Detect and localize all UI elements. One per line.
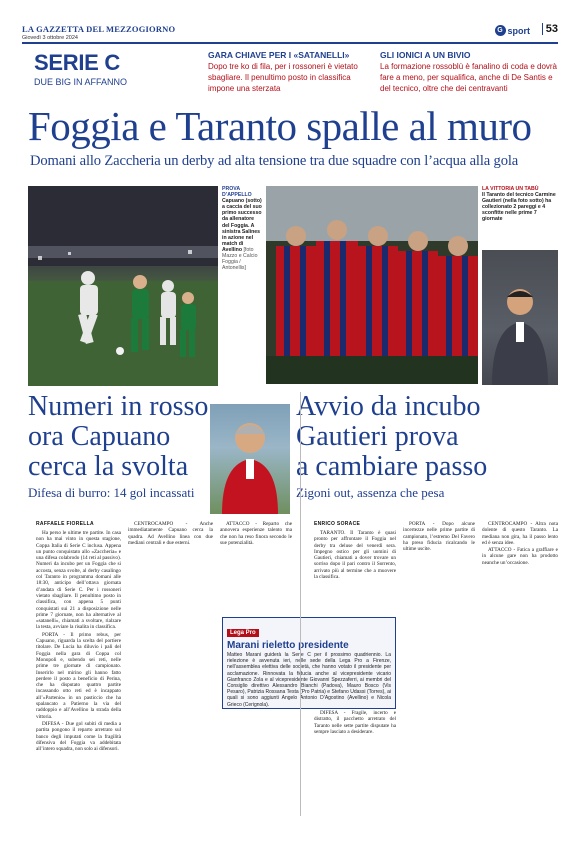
- left-para-3: DIFESA - Due gol subiti di media a partita pongono il reparto arretrato sul banco degli imputati come la fragilità difensiva del Foggia va addebitata all’intero squadra, non solo ai difensori.: [36, 720, 121, 753]
- caption-taranto-text: Il Taranto del tecnico Carmine Gautieri (nella foto sotto) ha collezionato 2 pareggi e 4 sconfitte nelle prime 7 giornate: [482, 192, 556, 223]
- lega-pro-body: Matteo Marani guiderà la Serie C per il prossimo quadriennio. La rielezione è avvenuta ieri, nelle sede della Lega Pro a Firenze, nell’assemblea elettiva delle società, che hanno votato il presidente per acclamazione. Rinnovata la fiducia anche al vicepresidente vicario Gianfranco Zola e al vicepresidente Giovanni Spezzaferri, ai membri del Consiglio direttivo Alessandro Bianchi (Padova), Mauro Bosco (Vis Pesaro), Patrizia Rossana Testa (Pro Patria) e Stefano Udassi (Torres), ai quali si sono aggiunti Angelo Antonio D’Agostino (Avellino) e Nicola Grieco (Cerignola).: [227, 652, 391, 708]
- column-divider: [300, 392, 301, 816]
- right-article-title: [296, 392, 486, 502]
- right-para-4: CENTROCAMPO - Altra nota dolente di questo Taranto. La mediana non gira, ha il passo lento ed è senza idee.: [482, 521, 558, 546]
- main-headline: Foggia e Taranto spalle al muro: [28, 103, 532, 149]
- right-title-line-2: Gautieri prova: [296, 421, 459, 452]
- sport-label: sport: [507, 25, 530, 36]
- paper-name: LA GAZZETTA DEL MEZZOGIORNO: [22, 24, 176, 34]
- masthead-rule: [22, 42, 558, 44]
- left-article-title: [28, 392, 208, 502]
- teaser-taranto: [380, 50, 560, 94]
- left-article-col-3: [220, 521, 292, 613]
- right-article-col-2: [403, 521, 475, 816]
- teaser-taranto-title: GLI IONICI A UN BIVIO: [380, 50, 471, 60]
- coach-gautieri-illustration: [482, 250, 558, 385]
- left-para-5: ATTACCO - Reparto che annovera esperienze talento ma che non ha reso finora secondo le sue potenzialità.: [220, 521, 292, 546]
- teaser-taranto-text: La formazione rossoblù è fanalino di coda e dovrà fare a meno, per squalifica, anche di De Santis e del tecnico, oltre che dei centravanti: [380, 62, 557, 93]
- right-byline: ENRICO SORACE: [314, 521, 361, 527]
- caption-foggia-credit: [foto Mazzo e Calcio Foggia / Antonellis]: [222, 246, 258, 272]
- left-para-1: Ha perso le ultime tre partite. In casa non ha mai vinto in questa stagione, Coppa Italia di Serie C inclusa. Appena un punto conquistato allo «Zaccheria» e una difesa colabrodo (14 reti al passivo). Numeri da incubo per un Foggia che si accosta, senza svolte, al derby casalingo col Taranto in programma domani alle 18:30, anticipo dell’ottava giornata d’andata di Serie C. Per i rossoneri vietato sbagliare. Il penultimo posto in classifica, con appena 5 punti conquistati sui 21 a disposizione nelle prime 7 giornate, non ha alternative al «satanelli», chiamati a svoltare, rialzare la testa, avviare la risalita in classifica.: [36, 530, 121, 631]
- lega-pro-box: [222, 617, 396, 709]
- right-article-col-1b: [314, 710, 396, 816]
- right-kicker: Zigoni out, assenza che pesa: [296, 485, 445, 500]
- team-huddle-illustration: [266, 186, 478, 384]
- caption-foggia-text: Capuano (sotto) a caccia del suo primo successo da allenatore del Foggia. A sinistra Salines in azione nel match di Avellino: [222, 198, 262, 253]
- photo-foggia-match: [28, 186, 218, 386]
- left-para-4: CENTROCAMPO - Anche immediatamente Capuano cerca la quadra. Ad Avellino linea con due mediani centrali e due esterni.: [128, 521, 213, 546]
- right-article-col-3: [482, 521, 558, 816]
- section-title: SERIE C: [34, 50, 120, 75]
- football-players-illustration: [28, 186, 218, 386]
- right-para-1: TARANTO. Il Taranto è quasi pronto per affrontare il Foggia nel derby tra deluse del venerdì sera. Impegno ostico per gli uomini di Gautieri, chiamati a dover trovare un sorriso dopo il pari contro il Sorrento, arrivato più al termine che a muovere la classifica.: [314, 530, 396, 581]
- page-number: 53: [542, 23, 558, 35]
- left-kicker: Difesa di burro: 14 gol incassati: [28, 485, 195, 500]
- left-para-2: PORTA - Il primo rebus, per Capuano, riguarda la scelta del portiere titolare. De Lucia ha diluvio i pali del Foggia nella gara di Coppa col Monopoli e, subendo sei reti, nelle prime tre giornate di campionato. Inserirlo nel mirino gli hanno fatto perdere il posto a beneficio di Perina, che ha disputato quattro partite incassando otto reti ed è incappato all’«Partenio» in un pasticcio che ha spalancato a Patierno la via del raddoppio e all’Avellino la strada della vittoria.: [36, 631, 121, 720]
- photo-taranto-team: [266, 186, 478, 384]
- coach-capuano-illustration: [210, 404, 290, 514]
- section-subtitle: DUE BIG IN AFFANNO: [34, 77, 128, 87]
- left-title-line-1: Numeri in rosso: [28, 391, 209, 422]
- lega-pro-tag: Lega Pro: [227, 629, 259, 637]
- gazzetta-g-icon: G: [495, 25, 506, 36]
- right-para-5: ATTACCO - Fatica a graffiare e in alcune gare non ha prodotto neanche un’occasione.: [482, 547, 558, 566]
- lega-pro-title: Marani rieletto presidente: [227, 640, 349, 651]
- right-article-col-1: [314, 530, 396, 622]
- sport-logo: [495, 25, 531, 36]
- caption-taranto-title: LA VITTORIA UN TABÙ: [482, 186, 539, 192]
- left-article-col-1: [36, 530, 121, 816]
- issue-date: Giovedì 3 ottobre 2024: [22, 35, 78, 41]
- right-para-3: DIFESA - Fragile, incerto e distratto, il pacchetto arretrato del Taranto nelle sette partite disputate ha sempre lasciato a desiderare.: [314, 710, 396, 735]
- caption-foggia: [222, 186, 262, 271]
- left-byline: RAFFAELE FIORELLA: [36, 521, 94, 527]
- teaser-foggia: [208, 50, 373, 94]
- left-title-line-2: ora Capuano: [28, 421, 171, 452]
- teaser-foggia-title: GARA CHIAVE PER I «SATANELLI»: [208, 50, 350, 60]
- left-article-col-2: [128, 521, 213, 816]
- left-title-line-3: cerca la svolta: [28, 451, 189, 482]
- photo-capuano: [210, 404, 290, 514]
- right-title-line-1: Avvio da incubo: [296, 391, 481, 422]
- right-title-line-3: a cambiare passo: [296, 451, 488, 482]
- teaser-foggia-text: Dopo tre ko di fila, per i rossoneri è vietato sbagliare. Il penultimo posto in classifica impone una sterzata: [208, 62, 358, 93]
- main-subheadline: Domani allo Zaccheria un derby ad alta tensione tra due squadre con l’acqua alla gola: [30, 153, 519, 169]
- photo-gautieri: [482, 250, 558, 385]
- right-para-2: PORTA - Dopo alcune incertezze nelle prime partite di campionato, l’estremo Del Favero ha preso fiducia ricalcando le ultime uscite.: [403, 521, 475, 553]
- caption-foggia-title: PROVA D’APPELLO: [222, 186, 252, 199]
- caption-taranto: [482, 186, 558, 223]
